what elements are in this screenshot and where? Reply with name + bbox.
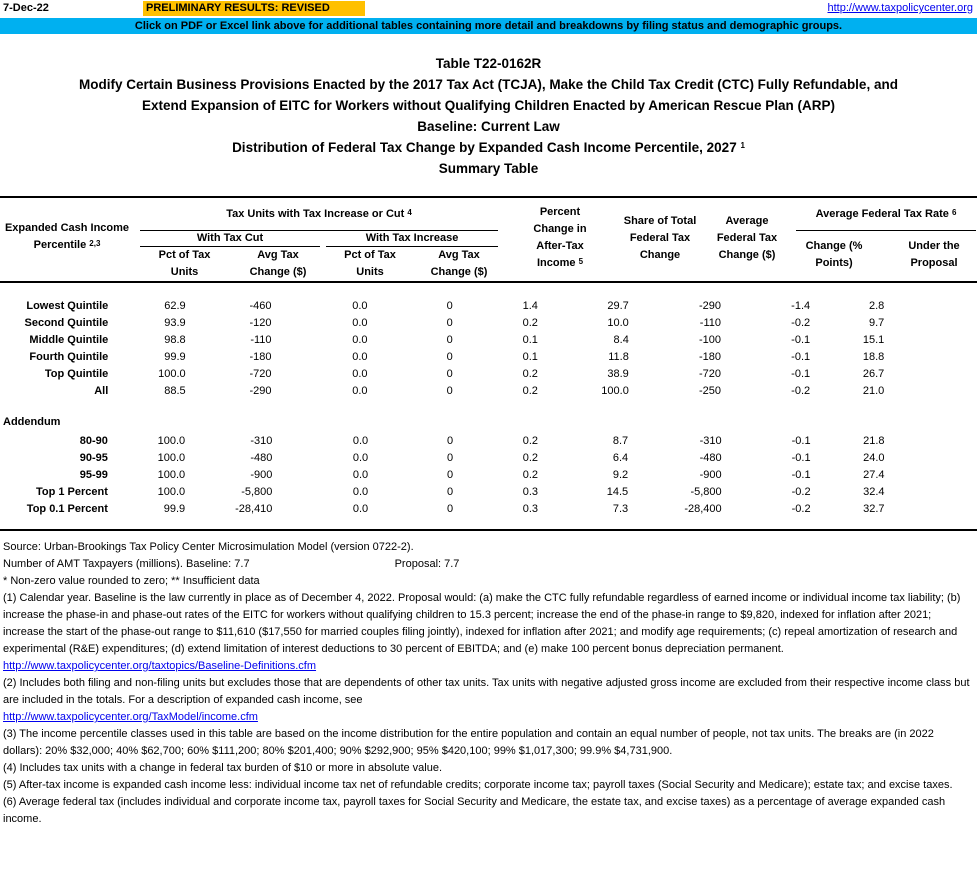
cell-value: 11.8 xyxy=(608,351,629,363)
row-label: All xyxy=(94,385,109,397)
title-line-1: Modify Certain Business Provisions Enacted by the 2017 Tax Act (TCJA), Make the Child Tax Credit (CTC) Fully Refundable, and xyxy=(79,77,898,92)
cell-value: 21.8 xyxy=(863,435,885,447)
row-label: Second Quintile xyxy=(24,317,109,329)
cell-value: 0.0 xyxy=(352,317,368,329)
table-row xyxy=(0,366,977,383)
cell-value: -1.4 xyxy=(791,300,811,312)
table-row xyxy=(0,433,977,450)
cell-value: 1.4 xyxy=(522,300,538,312)
avg-rate-rule xyxy=(796,230,976,231)
cell-value: 99.9 xyxy=(163,503,186,515)
cell-value: 0.1 xyxy=(522,351,538,363)
cell-value: -0.1 xyxy=(791,452,811,464)
col-header-inc-pct-units: Pct of Tax Units xyxy=(344,249,396,278)
cell-value: 15.1 xyxy=(862,334,885,346)
info-banner: Click on PDF or Excel link above for additional tables containing more detail and breakdowns by filing status and demographic groups. xyxy=(0,18,977,34)
cell-value: 0.2 xyxy=(522,368,538,380)
row-label: Fourth Quintile xyxy=(29,351,109,363)
cell-value: 0.2 xyxy=(522,452,539,464)
cell-value: -480 xyxy=(699,452,722,464)
col-header-rate-change: Change (% Points) xyxy=(805,240,863,269)
cell-value: 99.9 xyxy=(164,351,186,363)
cell-value: -290 xyxy=(698,300,721,312)
cell-value: 100.0 xyxy=(158,368,186,380)
cell-value: 14.5 xyxy=(606,486,629,498)
cell-value: -900 xyxy=(250,469,273,481)
source-note: Source: Urban-Brookings Tax Policy Center Microsimulation Model (version 0722-2). xyxy=(3,541,414,553)
cell-value: -900 xyxy=(699,469,722,481)
cell-value: -180 xyxy=(698,351,721,363)
table-row xyxy=(0,467,977,484)
cell-value: 0.0 xyxy=(352,469,369,481)
cell-value: 0 xyxy=(446,452,454,464)
col-header-cut-pct-units: Pct of Tax Units xyxy=(158,249,211,278)
cell-value: 0.0 xyxy=(352,503,369,515)
cell-value: -310 xyxy=(699,435,722,447)
cell-value: 0.0 xyxy=(352,368,368,380)
cell-value: 9.7 xyxy=(868,317,885,329)
cell-value: -28,410 xyxy=(235,503,273,515)
col-header-rate-under: Under the Proposal xyxy=(908,240,960,269)
nonzero-note: * Non-zero value rounded to zero; ** Insufficient data xyxy=(3,575,260,587)
title-line-5: Summary Table xyxy=(438,161,539,176)
cell-value: 62.9 xyxy=(164,300,186,312)
footnote-6: (6) Average federal tax (includes individual and corporate income tax, payroll taxes for Social Security and Medicare, the estate tax, and excise taxes) as a percentage of average expanded cash income. xyxy=(3,796,946,825)
cell-value: -290 xyxy=(249,385,272,397)
cell-value: 6.4 xyxy=(612,452,629,464)
cell-value: 18.8 xyxy=(862,351,885,363)
footnote-3: (3) The income percentile classes used in this table are based on the income distribution for the entire population and contain an equal number of people, not tax units. The breaks are (in 2022 dollars): 20% $32,000; 40% $62,700; 60% $111,200; 80% $201,400; 90% $292,900; 95% $420,100; 99% $1,017,300; 99.9% $4,731,900. xyxy=(3,728,934,757)
col-header-with-cut: With Tax Cut xyxy=(196,232,264,244)
row-label: Middle Quintile xyxy=(29,334,109,346)
cell-value: 0 xyxy=(446,334,453,346)
cell-value: -0.1 xyxy=(791,469,811,481)
cell-value: 38.9 xyxy=(607,368,629,380)
cell-value: 88.5 xyxy=(164,385,186,397)
row-label: Lowest Quintile xyxy=(26,300,109,312)
table-row xyxy=(0,315,977,332)
cell-value: -0.1 xyxy=(791,334,811,346)
cell-value: 0.0 xyxy=(352,334,368,346)
table-row xyxy=(0,383,977,400)
cell-value: -460 xyxy=(249,300,272,312)
table-id: Table T22-0162R xyxy=(435,56,542,71)
table-row xyxy=(0,450,977,467)
cell-value: -120 xyxy=(249,317,272,329)
row-label: 95-99 xyxy=(79,469,108,481)
cell-value: 32.7 xyxy=(863,503,885,515)
main-table xyxy=(0,298,977,400)
cell-value: 0.2 xyxy=(522,385,538,397)
table-row xyxy=(0,332,977,349)
cell-value: 100.0 xyxy=(601,385,629,397)
cell-value: -100 xyxy=(698,334,721,346)
col-header-avg-rate: Average Federal Tax Rate $^6$ xyxy=(815,208,957,220)
cell-value: -0.2 xyxy=(791,486,811,498)
cell-value: 26.7 xyxy=(862,368,885,380)
cell-value: 100.0 xyxy=(157,469,186,481)
cell-value: 0 xyxy=(446,469,454,481)
footnote-1: (1) Calendar year. Baseline is the law currently in place as of December 4, 2022. Proposal would: (a) make the CTC fully refundable regardless of earned income or individual income tax liability; (b) increase the phase-in and phase-out rates of the EITC for workers without qualifying children to 15.3 percent; increase the end of the phase-in range to $9,820, indexed for inflation after 2021; increase the start of the phase-out range to $11,610 ($17,550 for married couples filing jointly), indexed for inflation after 2021; and modify age requirements; (c) repeal amortization of research and experimental (R&E) expenditures; (d) extend limitation of interest deductions to 30 percent of EBITDA; and (e) make 100 percent bonus depreciation permanent. xyxy=(3,592,961,655)
cell-value: -28,400 xyxy=(684,503,722,515)
top-bar xyxy=(0,0,977,17)
cell-value: 0 xyxy=(446,503,454,515)
cell-value: 0.0 xyxy=(352,300,368,312)
header-bottom-rule xyxy=(0,281,977,283)
cell-value: -180 xyxy=(249,351,272,363)
cell-value: 32.4 xyxy=(863,486,885,498)
amt-note: Number of AMT Taxpayers (millions). Baseline: 7.7 Proposal: 7.7 xyxy=(3,558,460,570)
cell-value: 100.0 xyxy=(157,452,186,464)
col-header-cut-avg-change: Avg Tax Change ($) xyxy=(249,249,307,278)
cell-value: 29.7 xyxy=(607,300,629,312)
title-line-2: Extend Expansion of EITC for Workers without Qualifying Children Enacted by American Rescue Plan (ARP) xyxy=(141,98,836,113)
row-label: Top 0.1 Percent xyxy=(26,503,108,515)
cell-value: -0.2 xyxy=(791,385,811,397)
table-titles xyxy=(0,53,977,179)
cell-value: -0.1 xyxy=(791,351,811,363)
table-row xyxy=(0,349,977,366)
table-row xyxy=(0,501,977,518)
cell-value: 0.0 xyxy=(352,452,369,464)
col-header-percentile: Expanded Cash Income Percentile $^{2,3}$ xyxy=(4,222,130,251)
cell-value: 98.8 xyxy=(164,334,186,346)
cell-value: -0.1 xyxy=(791,435,811,447)
title-line-4: Distribution of Federal Tax Change by Expanded Cash Income Percentile, 2027 $^1$ xyxy=(232,140,745,155)
col-header-tax-units: Tax Units with Tax Increase or Cut $^4$ xyxy=(226,208,412,220)
cell-value: 0 xyxy=(446,351,453,363)
cell-value: 0 xyxy=(446,486,454,498)
col-header-with-increase: With Tax Increase xyxy=(365,232,459,244)
cell-value: 0.2 xyxy=(522,317,538,329)
cell-value: 7.3 xyxy=(612,503,629,515)
cell-value: 0.0 xyxy=(352,351,368,363)
cell-value: 0.2 xyxy=(522,469,539,481)
cell-value: -0.1 xyxy=(791,368,811,380)
footnote-2: (2) Includes both filing and non-filing units but excludes those that are dependents of other tax units. Tax units with negative adjusted gross income are excluded from their respective income class but are included in the totals. For a description of expanded cash income, see xyxy=(3,677,970,706)
cell-value: 27.4 xyxy=(863,469,885,481)
cell-value: -5,800 xyxy=(690,486,722,498)
cell-value: 0.3 xyxy=(522,503,539,515)
cell-value: 100.0 xyxy=(157,435,186,447)
cell-value: 0.3 xyxy=(522,486,539,498)
cell-value: 24.0 xyxy=(863,452,885,464)
cell-value: 0.1 xyxy=(522,334,538,346)
addendum-table xyxy=(0,433,977,518)
row-label: 90-95 xyxy=(79,452,108,464)
addendum-label: Addendum xyxy=(3,416,61,428)
header-top-rule xyxy=(0,196,977,198)
cell-value: 0 xyxy=(446,317,453,329)
income-model-link[interactable]: http://www.taxpolicycenter.org/TaxModel/income.cfm xyxy=(3,711,258,723)
cell-value: 8.7 xyxy=(612,435,629,447)
cell-value: -720 xyxy=(698,368,721,380)
cell-value: -0.2 xyxy=(791,317,811,329)
row-label: Top 1 Percent xyxy=(35,486,108,498)
cell-value: 8.4 xyxy=(613,334,629,346)
tpc-link[interactable]: http://www.taxpolicycenter.org xyxy=(827,2,973,14)
preliminary-badge: PRELIMINARY RESULTS: REVISED xyxy=(143,1,365,16)
col-header-avg-fed-change: Average Federal Tax Change ($) xyxy=(716,215,778,261)
col-header-inc-avg-change: Avg Tax Change ($) xyxy=(430,249,488,278)
cell-value: 0 xyxy=(446,435,454,447)
cell-value: 0 xyxy=(446,368,453,380)
cell-value: 2.8 xyxy=(868,300,885,312)
row-label: Top Quintile xyxy=(44,368,109,380)
cell-value: -720 xyxy=(249,368,272,380)
cell-value: -0.2 xyxy=(791,503,811,515)
row-label: 80-90 xyxy=(79,435,108,447)
col-header-share-total: Share of Total Federal Tax Change xyxy=(623,215,697,261)
cell-value: 93.9 xyxy=(164,317,186,329)
cell-value: -110 xyxy=(250,334,272,346)
cell-value: -250 xyxy=(698,385,721,397)
cell-value: 9.2 xyxy=(612,469,629,481)
cell-value: 0 xyxy=(446,300,453,312)
cell-value: 0.0 xyxy=(352,486,369,498)
table-row xyxy=(0,298,977,315)
cell-value: -5,800 xyxy=(241,486,273,498)
footnote-4: (4) Includes tax units with a change in federal tax burden of $10 or more in absolute value. xyxy=(3,762,443,774)
title-line-3: Baseline: Current Law xyxy=(417,119,560,134)
baseline-definitions-link[interactable]: http://www.taxpolicycenter.org/taxtopics/Baseline-Definitions.cfm xyxy=(3,660,317,672)
footnotes xyxy=(3,539,975,828)
cell-value: 0 xyxy=(446,385,453,397)
table-row xyxy=(0,484,977,501)
cell-value: 100.0 xyxy=(157,486,186,498)
cell-value: -310 xyxy=(250,435,273,447)
cell-value: 10.0 xyxy=(607,317,629,329)
cell-value: 0.2 xyxy=(522,435,539,447)
footnote-5: (5) After-tax income is expanded cash income less: individual income tax net of refundable credits; corporate income tax; payroll taxes (Social Security and Medicare); estate tax; and excise taxes. xyxy=(3,779,953,791)
cell-value: -480 xyxy=(250,452,273,464)
col-header-pct-change-income: Percent Change in After-Tax Income $^5$ xyxy=(533,206,587,269)
cell-value: 0.0 xyxy=(352,435,369,447)
cell-value: 0.0 xyxy=(352,385,368,397)
cell-value: -110 xyxy=(699,317,721,329)
table-bottom-rule xyxy=(0,529,977,531)
cell-value: 21.0 xyxy=(862,385,885,397)
report-date: 7-Dec-22 xyxy=(3,2,49,14)
